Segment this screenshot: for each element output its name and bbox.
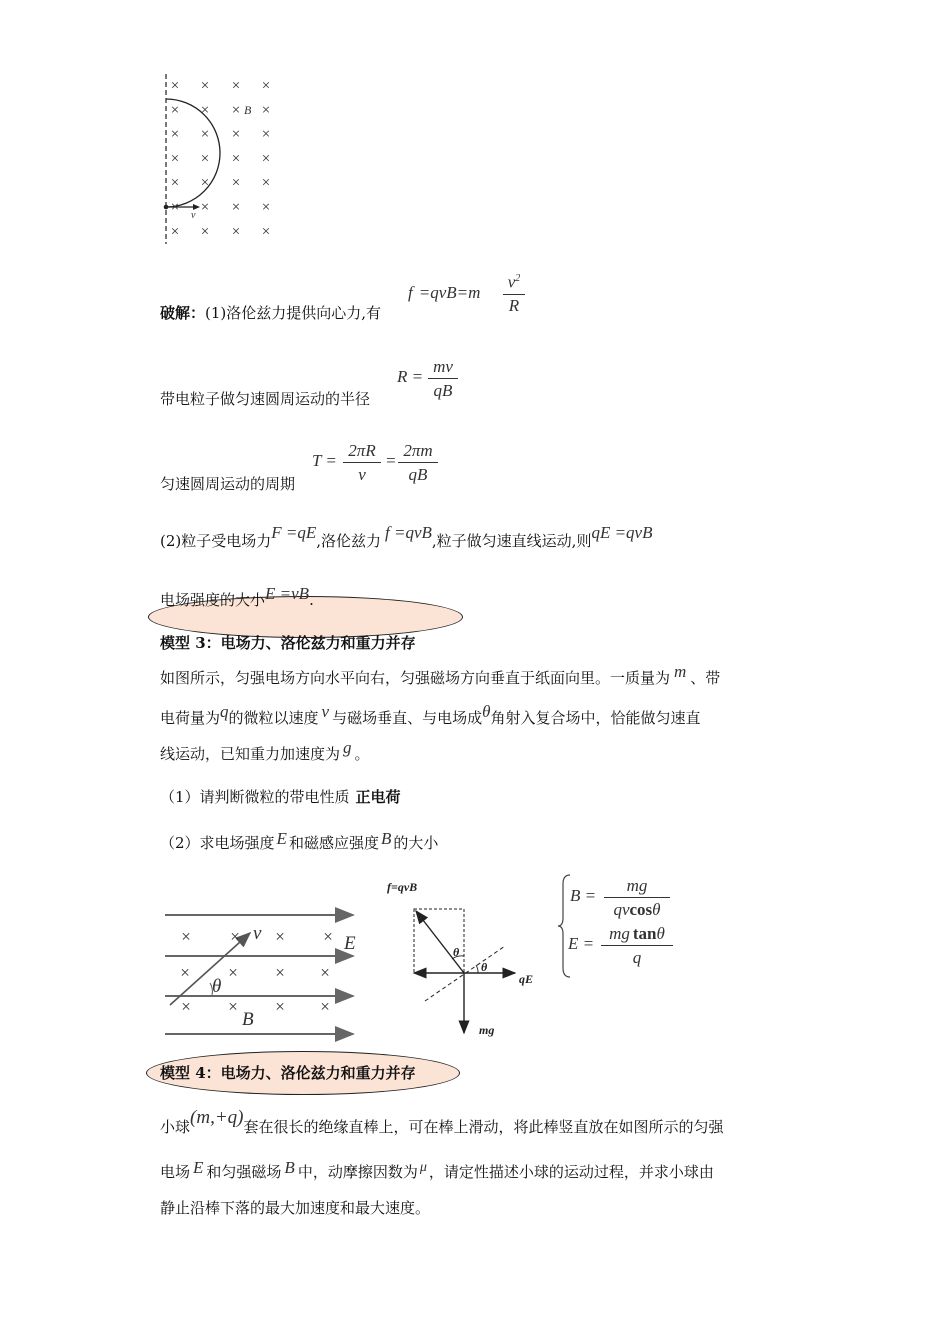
label-v-fig2: v xyxy=(253,923,262,944)
label-theta-fig2: θ xyxy=(212,976,222,997)
field-cross-2: × xyxy=(320,963,330,982)
model4-paragraph-line2 xyxy=(160,1158,714,1185)
frac-num-2pim: 2πm xyxy=(398,439,438,463)
field-cross-2: × xyxy=(275,963,285,982)
model3-paragraph-line1 xyxy=(160,662,721,689)
line5-text-a: 电场强度的大小 xyxy=(160,591,266,609)
ans-B-lhs-text: B = xyxy=(570,886,597,905)
field-cross: × xyxy=(261,150,271,167)
field-cross: × xyxy=(231,150,241,167)
field-cross: × xyxy=(231,102,241,119)
m3-q2-B: B xyxy=(380,829,392,848)
answer-E-fraction xyxy=(601,922,673,969)
field-cross-2: × xyxy=(320,997,330,1016)
m3-p2-theta: θ xyxy=(482,702,491,721)
m3-q2-b: 和磁感应强度 xyxy=(288,834,379,852)
m3-p3-b: 。 xyxy=(354,745,370,763)
field-cross-2: × xyxy=(181,997,191,1016)
ans-B-num: mg xyxy=(626,876,648,895)
field-cross: × xyxy=(170,199,180,216)
m4-p1-a: 小球 xyxy=(160,1118,191,1136)
m3-p3-a: 线运动，已知重力加速度为 xyxy=(160,745,341,763)
m4-p2-c: 中，动摩擦因数为 xyxy=(297,1163,418,1181)
model4-paragraph-line3: 静止沿棒下落的最大加速度和最大速度。 xyxy=(160,1199,431,1217)
field-cross: × xyxy=(200,175,210,192)
m4-p1-b: 套在很长的绝缘直棒上，可在棒上滑动，将此棒竖直放在如图所示的匀强 xyxy=(243,1118,724,1136)
solution-line-3: 匀速圆周运动的周期 xyxy=(160,475,296,493)
model3-question-1 xyxy=(160,786,401,808)
field-cross: × xyxy=(200,126,210,143)
m4-p2-d: ，请定性描述小球的运动过程，并求小球由 xyxy=(428,1163,714,1181)
frac-sup-2: 2 xyxy=(515,273,521,284)
label-B-fig2: B xyxy=(242,1009,254,1030)
m3-q2-c: 的大小 xyxy=(393,834,439,852)
formula-period-lhs: T = xyxy=(312,451,337,470)
field-cross: × xyxy=(200,150,210,167)
field-cross-2: × xyxy=(180,963,190,982)
m3-p2-b: 的微粒以速度 xyxy=(228,709,319,727)
field-cross: × xyxy=(170,150,180,167)
combined-field-figure xyxy=(160,903,370,1043)
ans-B-den-theta: θ xyxy=(652,900,661,919)
field-cross-2: × xyxy=(181,927,191,946)
m3-p2-q: q xyxy=(220,702,229,721)
field-cross: × xyxy=(261,175,271,192)
ans-B-den-cos: cos xyxy=(629,900,653,919)
m3-p1-a: 如图所示，匀强电场方向水平向右，匀强磁场方向垂直于纸面向里。一质量为 xyxy=(160,669,671,687)
frac-den-R: R xyxy=(508,295,520,315)
field-cross-2: × xyxy=(275,927,285,946)
field-cross: × xyxy=(261,78,271,94)
answer-B-fraction xyxy=(604,874,670,921)
m3-p2-d: 角射入复合场中，恰能做匀速直 xyxy=(490,709,701,727)
field-cross: × xyxy=(170,78,180,94)
fraction-2piR-over-v xyxy=(343,439,381,486)
ans-E-den-q: q xyxy=(632,948,642,967)
frac-den-v: v xyxy=(358,465,366,484)
frac-num-2piR: 2πR xyxy=(343,439,381,463)
formula-f-eq: =qvB=m xyxy=(418,283,481,302)
m3-p2-a: 电荷量为 xyxy=(160,709,221,727)
angle-arc-right xyxy=(476,965,478,973)
model3-paragraph-line2 xyxy=(160,702,701,729)
field-cross: × xyxy=(170,175,180,192)
field-cross-2: × xyxy=(323,927,333,946)
field-cross-2: × xyxy=(228,963,238,982)
formula-period-eq: = xyxy=(385,451,397,470)
label-qE: qE xyxy=(519,972,534,986)
label-f-qvB: f=qvB xyxy=(387,880,418,894)
field-cross: × xyxy=(200,223,210,240)
formula-f-qvB: f =qvB xyxy=(385,523,432,542)
m3-p2-c: 与磁场垂直、与电场成 xyxy=(332,709,483,727)
model3-paragraph-line3 xyxy=(160,738,370,765)
field-cross-2: × xyxy=(230,927,240,946)
field-cross: × xyxy=(231,175,241,192)
field-cross: × xyxy=(231,78,241,94)
field-cross: × xyxy=(261,102,271,119)
ans-E-num-tan: tan xyxy=(632,924,657,943)
m4-p2-a: 电场 xyxy=(160,1163,191,1181)
force-diagram-figure xyxy=(385,876,555,1041)
m3-p1-b: 、带 xyxy=(690,669,721,687)
formula-qE-qvB: qE =qvB xyxy=(591,523,653,542)
solution-line-2: 带电粒子做匀速圆周运动的半径 xyxy=(160,390,371,408)
label-B: B xyxy=(244,103,252,117)
frac-num-mv: mv xyxy=(428,355,458,379)
field-cross: × xyxy=(170,126,180,143)
m3-q1-text: （1）请判断微粒的带电性质 xyxy=(160,788,350,806)
answer-E-lhs xyxy=(568,934,594,954)
formula-radius-lhs: R = xyxy=(397,367,424,386)
fraction-v2-over-R xyxy=(503,268,525,317)
lorentz-force-arrow xyxy=(416,911,464,973)
field-cross: × xyxy=(231,223,241,240)
field-cross: × xyxy=(231,199,241,216)
solution-line1-text: (1)洛伦兹力提供向心力,有 xyxy=(205,304,382,322)
fraction-mv-over-qB xyxy=(428,355,458,402)
formula-f-symbol: f xyxy=(408,283,413,302)
field-cross-2: × xyxy=(275,997,285,1016)
m3-p1-m: m xyxy=(674,662,687,681)
model3-question-2 xyxy=(160,829,439,854)
entry-point xyxy=(164,205,169,210)
ans-E-num-mg: mg xyxy=(609,924,630,943)
model4-title: 模型 4：电场力、洛伦兹力和重力并存 xyxy=(160,1064,416,1082)
model4-paragraph-line1 xyxy=(160,1107,724,1138)
m3-q2-E: E xyxy=(276,829,287,848)
field-cross: × xyxy=(261,199,271,216)
line5-period: . xyxy=(309,591,314,609)
label-mg: mg xyxy=(479,1023,495,1037)
field-cross: × xyxy=(261,126,271,143)
answer-B-lhs xyxy=(570,886,596,906)
solution-line-1 xyxy=(160,302,381,324)
field-cross: × xyxy=(231,126,241,143)
solution-lead: 破解： xyxy=(160,304,206,322)
line4-text-a: (2)粒子受电场力 xyxy=(160,532,272,550)
m3-p2-v: v xyxy=(321,702,330,721)
m4-p1-m: (m,+q) xyxy=(190,1107,244,1128)
m3-q1-answer: 正电荷 xyxy=(355,788,401,806)
magnetic-field-semicircle-figure xyxy=(150,72,290,250)
formula-F-qE: F =qE xyxy=(271,523,317,542)
field-cross: × xyxy=(200,78,210,94)
field-cross: × xyxy=(200,199,210,216)
label-v: v xyxy=(191,210,196,221)
field-cross: × xyxy=(200,102,210,119)
m4-p2-E: E xyxy=(193,1158,204,1177)
field-cross: × xyxy=(170,102,180,119)
formula-f-centripetal xyxy=(408,283,480,303)
field-cross: × xyxy=(261,223,271,240)
m4-p2-B: B xyxy=(284,1158,295,1177)
m4-p2-b: 和匀强磁场 xyxy=(206,1163,282,1181)
frac-den-qB2: qB xyxy=(408,465,428,484)
m3-q2-a: （2）求电场强度 xyxy=(160,834,275,852)
line4-text-b: ,洛伦兹力 xyxy=(316,532,382,550)
frac-den-qB: qB xyxy=(433,381,453,400)
ans-B-den-qv: qv xyxy=(613,900,630,919)
field-cross-2: × xyxy=(228,997,238,1016)
ans-E-num-theta: θ xyxy=(656,924,665,943)
m3-p3-g: g xyxy=(343,738,352,757)
solution-line-5 xyxy=(160,584,314,611)
label-theta-top: θ xyxy=(453,945,460,959)
line4-text-c: ,粒子做匀速直线运动,则 xyxy=(431,532,592,550)
label-E-fig2: E xyxy=(344,933,356,954)
ans-E-lhs-text: E = xyxy=(568,934,595,953)
solution-line-4 xyxy=(160,523,653,552)
label-theta-right: θ xyxy=(481,960,488,974)
m4-p2-mu: μ xyxy=(419,1160,427,1175)
fraction-2pim-over-qB xyxy=(398,439,438,486)
frac-num-v: v xyxy=(507,272,516,292)
formula-E-vB: E =vB xyxy=(265,584,310,603)
field-cross: × xyxy=(170,223,180,240)
model3-title: 模型 3：电场力、洛伦兹力和重力并存 xyxy=(160,634,416,652)
